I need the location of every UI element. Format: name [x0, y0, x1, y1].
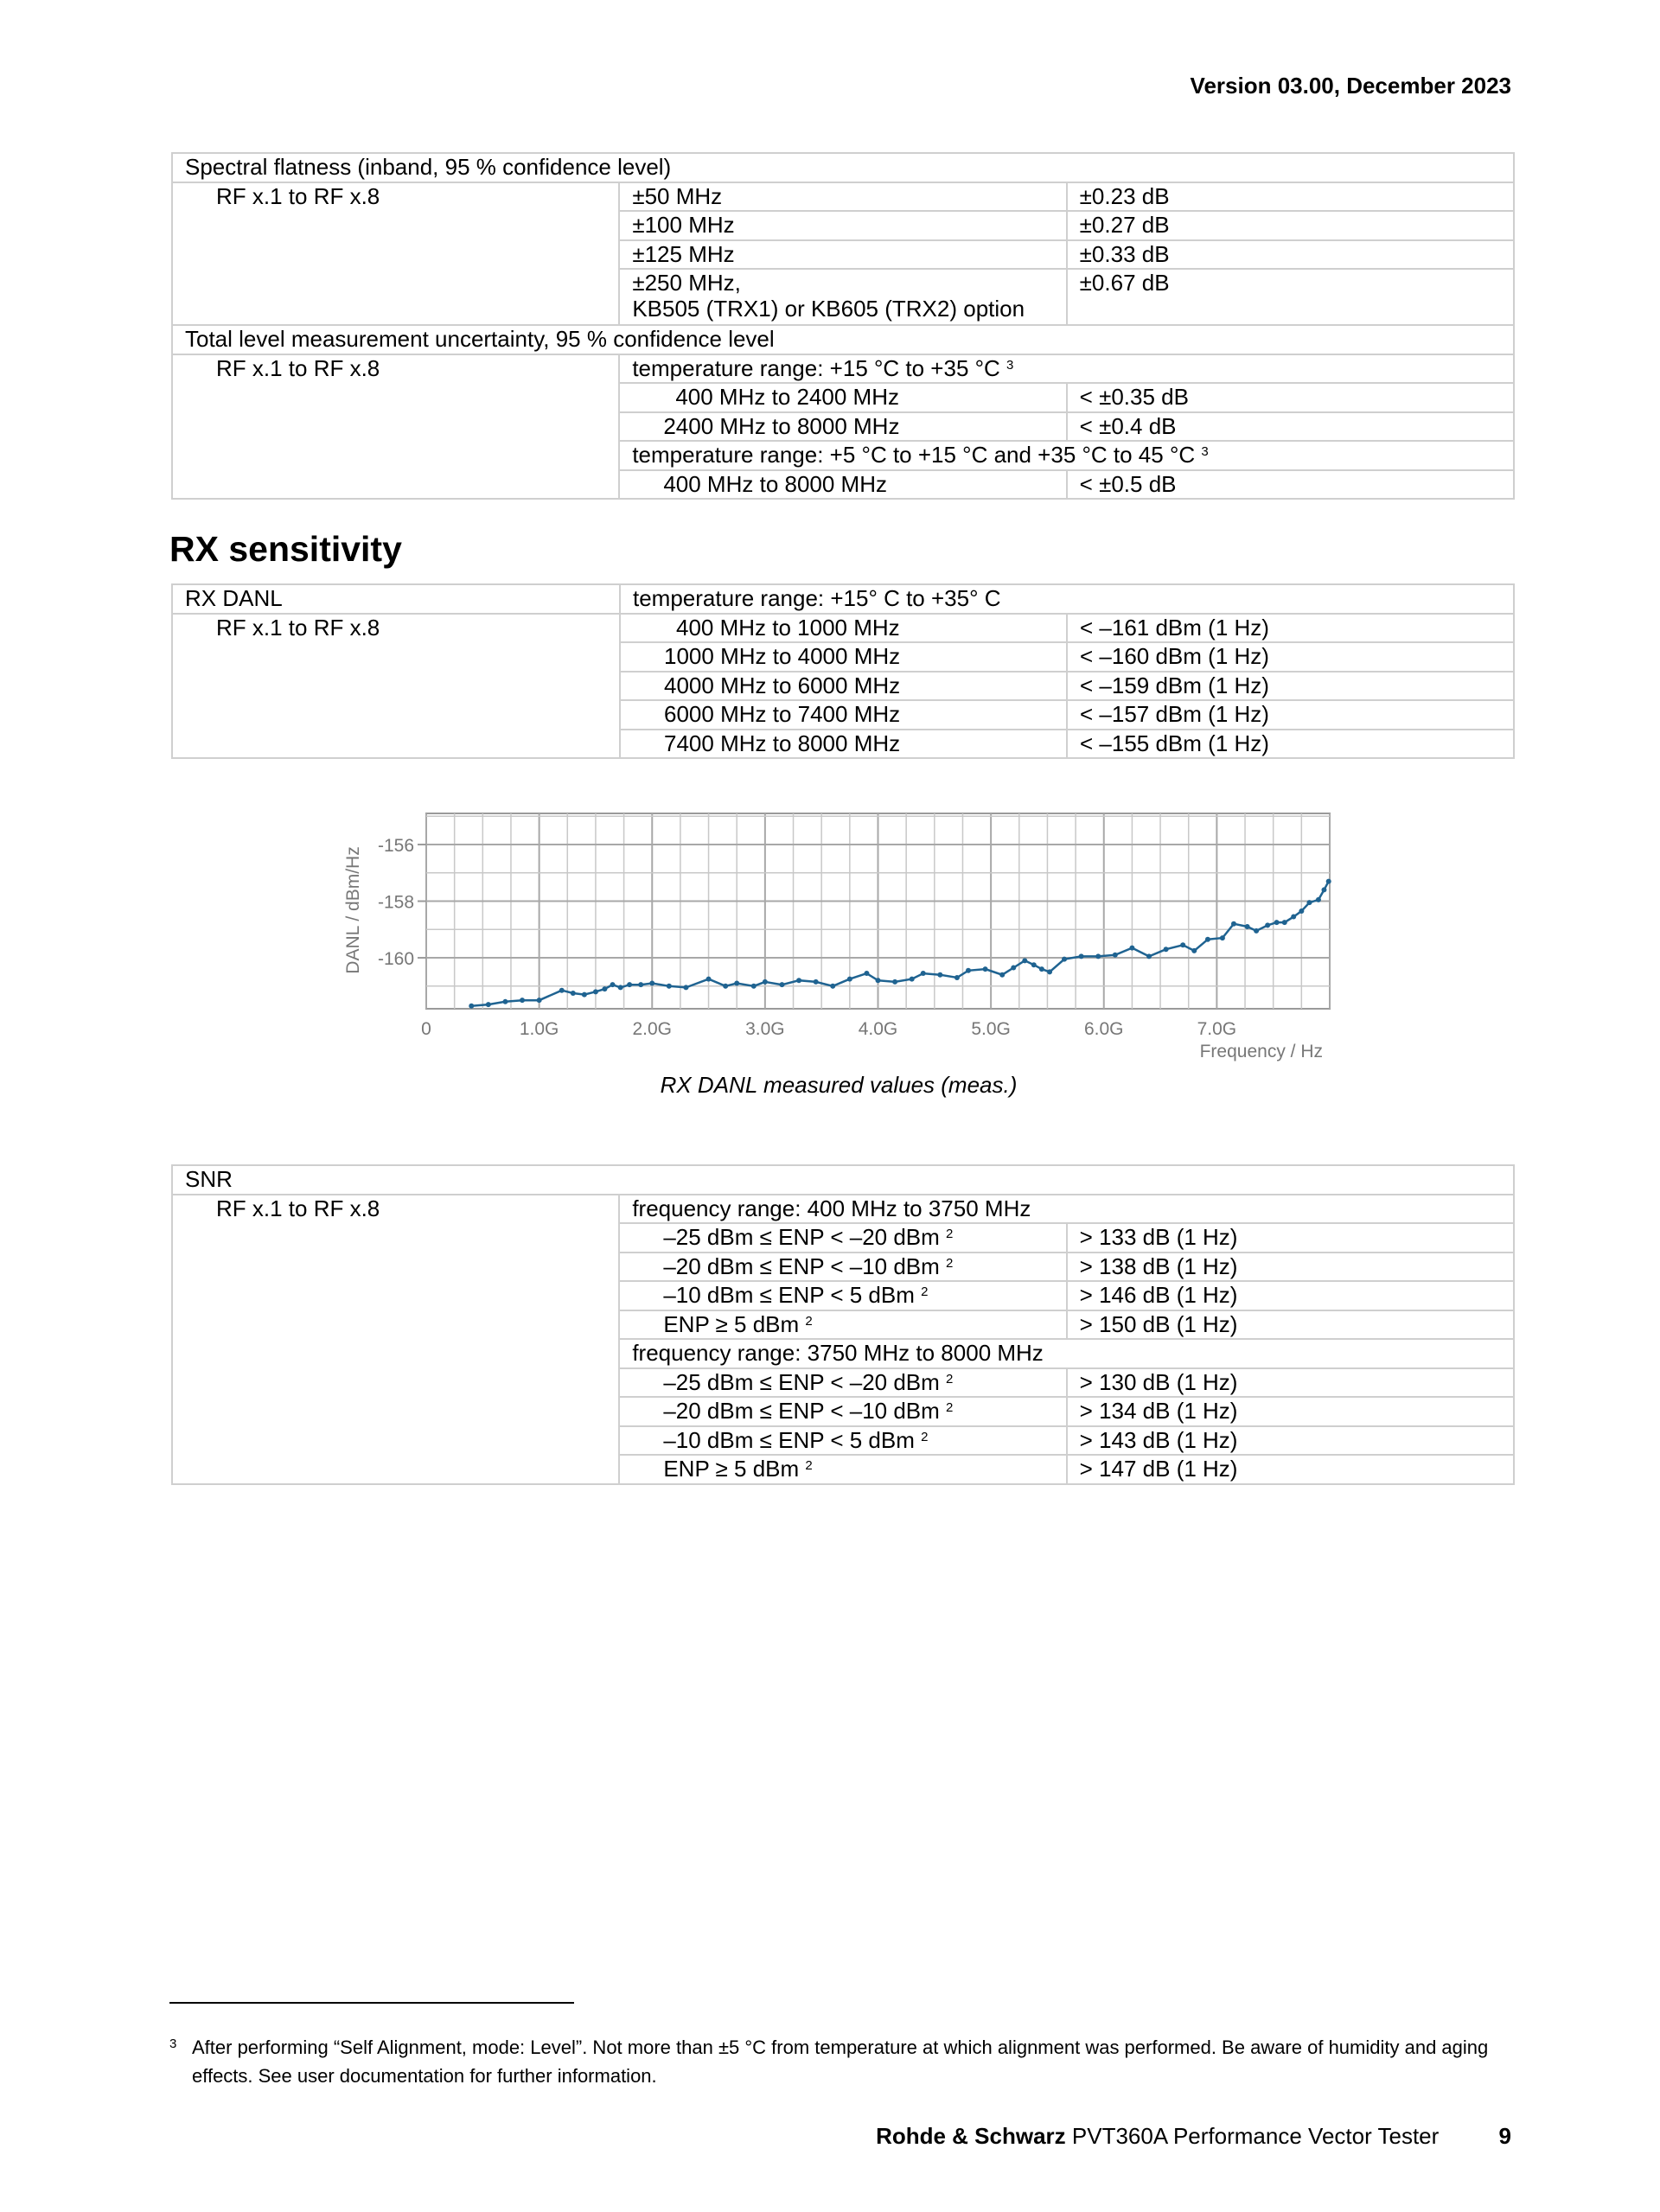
footnote-ref: 2	[946, 1371, 954, 1386]
data-point	[966, 968, 971, 973]
temperature-range: temperature range: +15° C to +35° C	[620, 584, 1514, 614]
data-point	[910, 977, 915, 982]
page-footer	[876, 2123, 1511, 2150]
condition-cell: 400 MHz to 8000 MHz	[619, 470, 1066, 500]
danl-chart-svg	[342, 808, 1336, 1068]
data-point	[1146, 953, 1152, 959]
footer-brand: Rohde & Schwarz	[876, 2123, 1066, 2149]
x-axis-label: Frequency / Hz	[1199, 1042, 1323, 1061]
footnote-number: 3	[169, 2037, 177, 2051]
value-cell: > 150 dB (1 Hz)	[1067, 1310, 1514, 1340]
data-point	[864, 971, 869, 976]
data-point	[1079, 953, 1084, 959]
data-point	[1031, 962, 1037, 967]
data-point	[1062, 957, 1067, 962]
value-cell: < ±0.4 dB	[1067, 412, 1514, 442]
condition-cell	[619, 1310, 1066, 1340]
data-point	[1191, 948, 1197, 953]
condition-text: –25 dBm ≤ ENP < –20 dBm	[663, 1368, 940, 1395]
data-point	[602, 986, 607, 991]
value-cell: ±0.33 dB	[1067, 240, 1514, 270]
condition-text: –20 dBm ≤ ENP < –10 dBm	[663, 1398, 940, 1424]
table-row	[172, 354, 1514, 384]
data-point	[921, 971, 926, 976]
data-point	[469, 1004, 474, 1009]
data-point	[537, 998, 542, 1003]
danl-chart	[342, 808, 1336, 1068]
table-row	[172, 1165, 1514, 1195]
frequency-range: frequency range: 3750 MHz to 8000 MHz	[619, 1339, 1514, 1368]
data-point	[847, 977, 852, 982]
value-cell: > 133 dB (1 Hz)	[1067, 1223, 1514, 1253]
condition-cell: 4000 MHz to 6000 MHz	[620, 672, 1067, 701]
data-point	[983, 966, 988, 972]
chart-caption: RX DANL measured values (meas.)	[660, 1072, 1018, 1098]
footnote-ref: 2	[946, 1255, 954, 1271]
data-point	[683, 985, 688, 990]
data-point	[559, 988, 565, 993]
value-cell: > 134 dB (1 Hz)	[1067, 1397, 1514, 1426]
footnote-separator	[169, 2002, 574, 2004]
data-point	[1039, 966, 1044, 972]
value-cell: ±0.67 dB	[1067, 269, 1514, 325]
port-label: RF x.1 to RF x.8	[172, 614, 620, 759]
condition-line: ±250 MHz,	[632, 270, 741, 296]
condition-cell: ±50 MHz	[619, 182, 1066, 212]
table-row	[172, 614, 1514, 643]
data-point	[571, 991, 576, 996]
level-accuracy-table	[171, 152, 1515, 500]
data-point	[1205, 937, 1210, 942]
value-cell: > 130 dB (1 Hz)	[1067, 1368, 1514, 1398]
temperature-range	[619, 354, 1514, 384]
data-point	[1282, 920, 1287, 925]
data-point	[1180, 942, 1185, 947]
x-tick-label: 7.0G	[1197, 1019, 1237, 1039]
data-point	[751, 984, 757, 989]
y-tick-label: -156	[377, 836, 414, 857]
data-point	[734, 981, 739, 986]
condition-cell: ±125 MHz	[619, 240, 1066, 270]
port-label: RF x.1 to RF x.8	[172, 354, 619, 500]
y-axis-label: DANL / dBm/Hz	[343, 846, 363, 974]
data-point	[937, 972, 942, 978]
spectral-flatness-heading: Spectral flatness (inband, 95 % confidence level)	[172, 153, 1514, 182]
value-cell: < ±0.35 dB	[1067, 383, 1514, 412]
condition-text: ENP ≥ 5 dBm	[663, 1310, 800, 1337]
table-row	[172, 325, 1514, 354]
footnote-ref: 2	[921, 1284, 929, 1299]
footer-product: PVT360A Performance Vector Tester	[1071, 2123, 1440, 2149]
data-point	[814, 979, 819, 985]
data-point	[1113, 953, 1118, 958]
footnote-ref: 2	[946, 1400, 954, 1415]
footnote-ref: 2	[805, 1313, 813, 1329]
value-cell: < –159 dBm (1 Hz)	[1067, 672, 1514, 701]
data-point	[1011, 966, 1016, 971]
value-cell: > 138 dB (1 Hz)	[1067, 1253, 1514, 1282]
x-tick-label: 0	[421, 1019, 431, 1039]
table-row	[172, 153, 1514, 182]
data-point	[1291, 915, 1296, 920]
x-tick-label: 2.0G	[632, 1019, 673, 1039]
data-point	[610, 982, 616, 987]
total-uncertainty-heading: Total level measurement uncertainty, 95 % confidence level	[172, 325, 1514, 354]
value-cell: < –155 dBm (1 Hz)	[1067, 730, 1514, 759]
x-tick-label: 3.0G	[745, 1019, 785, 1039]
footnote-ref: 3	[1201, 444, 1209, 459]
data-point	[638, 982, 643, 987]
x-tick-label: 4.0G	[858, 1019, 898, 1039]
data-point	[876, 978, 881, 983]
footnote-ref: 2	[805, 1458, 813, 1473]
x-tick-label: 6.0G	[1083, 1019, 1124, 1039]
data-point	[954, 975, 960, 980]
data-point	[1164, 947, 1169, 952]
data-point	[1129, 946, 1134, 951]
footnote-text: After performing “Self Alignment, mode: Level”. Not more than ±5 °C from temperature at which alignment was performed. Be aware of humidity and aging effects. See user documentation for further information.	[192, 2037, 1489, 2087]
data-point	[779, 982, 784, 987]
y-tick-label: -160	[377, 949, 414, 970]
data-point	[1022, 958, 1027, 963]
value-cell: ±0.27 dB	[1067, 211, 1514, 240]
port-label: RF x.1 to RF x.8	[172, 182, 619, 326]
condition-cell	[619, 1281, 1066, 1310]
option-line: KB505 (TRX1) or KB605 (TRX2) option	[632, 296, 1025, 322]
data-point	[520, 998, 525, 1003]
data-point	[706, 977, 712, 982]
data-point	[892, 979, 897, 985]
value-cell: < –160 dBm (1 Hz)	[1067, 642, 1514, 672]
data-point	[1306, 900, 1312, 905]
condition-cell: 400 MHz to 1000 MHz	[620, 614, 1067, 643]
temperature-text: temperature range: +5 °C to +15 °C and +35 °C to 45 °C	[632, 442, 1196, 468]
data-point	[1231, 921, 1236, 927]
data-point	[1265, 922, 1270, 928]
data-point	[667, 984, 672, 989]
condition-cell	[619, 269, 1066, 325]
condition-cell: 400 MHz to 2400 MHz	[619, 383, 1066, 412]
condition-cell: 7400 MHz to 8000 MHz	[620, 730, 1067, 759]
data-point	[1245, 924, 1250, 929]
snr-table	[171, 1164, 1515, 1485]
temperature-range	[619, 441, 1514, 470]
data-point	[1047, 969, 1052, 974]
section-title: RX sensitivity	[169, 529, 402, 569]
data-point	[1220, 935, 1225, 940]
value-cell: < ±0.5 dB	[1067, 470, 1514, 500]
data-point	[618, 985, 623, 990]
data-point	[627, 982, 632, 987]
value-cell: < –157 dBm (1 Hz)	[1067, 700, 1514, 730]
condition-text: –10 dBm ≤ ENP < 5 dBm	[663, 1282, 915, 1308]
condition-text: –25 dBm ≤ ENP < –20 dBm	[663, 1224, 940, 1250]
condition-text: –20 dBm ≤ ENP < –10 dBm	[663, 1253, 940, 1279]
page-number: 9	[1498, 2123, 1511, 2149]
data-point	[723, 984, 728, 989]
table-row	[172, 584, 1514, 614]
condition-cell	[619, 1426, 1066, 1456]
data-point	[1254, 928, 1259, 934]
table-row	[172, 1195, 1514, 1224]
data-point	[593, 989, 598, 994]
data-point	[502, 999, 508, 1004]
condition-cell	[619, 1455, 1066, 1484]
row-heading: SNR	[172, 1165, 1514, 1195]
data-point	[1299, 908, 1304, 914]
data-point	[830, 984, 835, 989]
document-version: Version 03.00, December 2023	[1190, 73, 1511, 99]
condition-cell: ±100 MHz	[619, 211, 1066, 240]
frequency-range: frequency range: 400 MHz to 3750 MHz	[619, 1195, 1514, 1224]
data-point	[1326, 879, 1331, 884]
condition-cell	[619, 1368, 1066, 1398]
data-point	[582, 992, 587, 998]
data-point	[1321, 887, 1326, 892]
value-cell: > 147 dB (1 Hz)	[1067, 1455, 1514, 1484]
condition-cell	[619, 1223, 1066, 1253]
footnote-ref: 2	[921, 1429, 929, 1444]
data-point	[1095, 953, 1101, 959]
port-label: RF x.1 to RF x.8	[172, 1195, 619, 1484]
condition-cell	[619, 1253, 1066, 1282]
data-point	[1274, 920, 1280, 925]
data-point	[649, 981, 654, 986]
value-cell: ±0.23 dB	[1067, 182, 1514, 212]
condition-text: ENP ≥ 5 dBm	[663, 1456, 800, 1482]
data-point	[486, 1002, 491, 1007]
data-point	[999, 972, 1005, 978]
value-cell: > 143 dB (1 Hz)	[1067, 1426, 1514, 1456]
x-tick-label: 5.0G	[971, 1019, 1011, 1039]
value-cell: > 146 dB (1 Hz)	[1067, 1281, 1514, 1310]
data-point	[763, 979, 768, 985]
condition-cell: 1000 MHz to 4000 MHz	[620, 642, 1067, 672]
table-row	[172, 182, 1514, 212]
condition-text: –10 dBm ≤ ENP < 5 dBm	[663, 1426, 915, 1453]
x-tick-label: 1.0G	[519, 1019, 559, 1039]
footnote-ref: 3	[1006, 357, 1014, 373]
condition-cell: 6000 MHz to 7400 MHz	[620, 700, 1067, 730]
condition-cell	[619, 1397, 1066, 1426]
footnote	[169, 2033, 1518, 2090]
value-cell: < –161 dBm (1 Hz)	[1067, 614, 1514, 643]
data-point	[1316, 897, 1321, 902]
temperature-text: temperature range: +15 °C to +35 °C	[632, 354, 1000, 381]
data-point	[796, 978, 801, 983]
row-heading: RX DANL	[172, 584, 620, 614]
condition-cell: 2400 MHz to 8000 MHz	[619, 412, 1066, 442]
rx-danl-table	[171, 583, 1515, 759]
footnote-ref: 2	[946, 1227, 954, 1241]
y-tick-label: -158	[377, 892, 414, 913]
